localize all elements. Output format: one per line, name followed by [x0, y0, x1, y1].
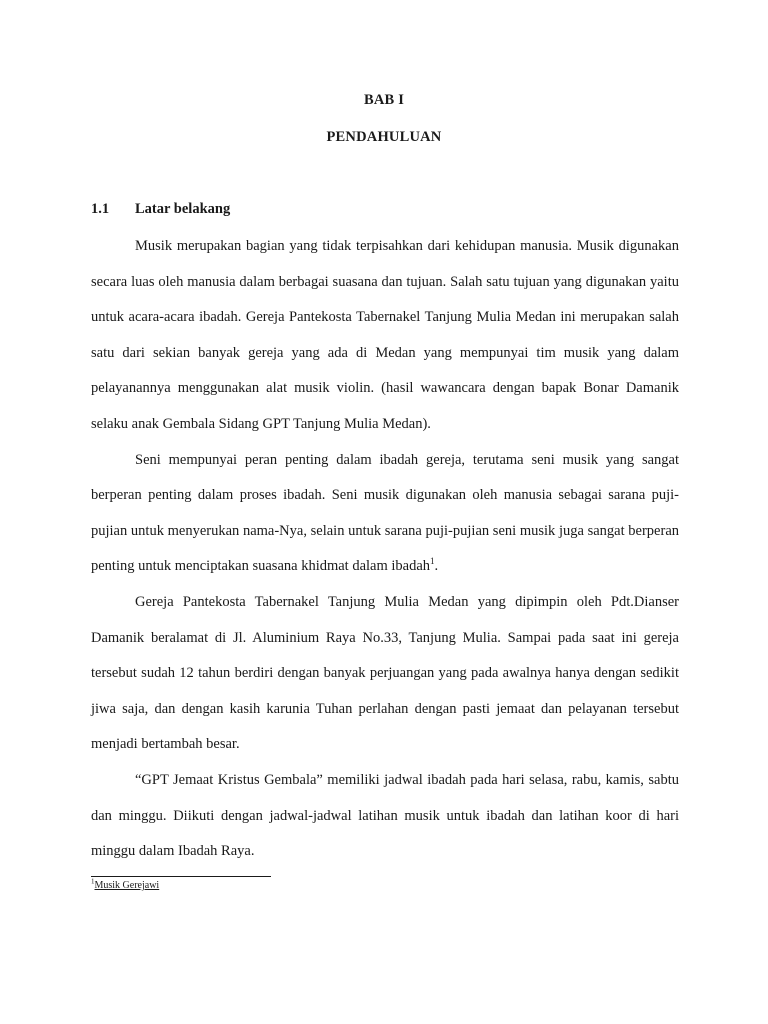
paragraph-2-tail: . [434, 558, 439, 575]
footnote-reference[interactable]: 1 [430, 556, 435, 567]
paragraph-3 [91, 585, 679, 763]
section-title: Latar belakang [135, 201, 231, 217]
section-heading [91, 201, 230, 218]
chapter-number: BAB I [363, 92, 405, 108]
footnote-separator [91, 876, 271, 877]
footnote-text: Musik Gerejawi [94, 880, 160, 891]
footnote-mark: 1 [91, 877, 95, 886]
paragraph-1 [91, 229, 679, 443]
paragraph-2-text: Seni mempunyai peran penting dalam ibadah gereja, terutama seni musik yang sangat berperan penting dalam proses ibadah. Seni musik digunakan oleh manusia sebagai sarana puji-pujian untuk menyerukan nama-Nya, selain untuk sarana puji-pujian seni musik juga sangat berperan penting untuk menciptakan suasana khidmat dalam ibadah [91, 451, 679, 575]
body-text [91, 229, 679, 870]
paragraph-2 [91, 443, 679, 585]
chapter-title: PENDAHULUAN [326, 129, 442, 145]
paragraph-4-text: “GPT Jemaat Kristus Gembala” memiliki jadwal ibadah pada hari selasa, rabu, kamis, sabtu dan minggu. Diikuti dengan jadwal-jadwal latihan musik untuk ibadah dan latihan koor di hari minggu dalam Ibadah Raya. [91, 771, 679, 860]
footnote [91, 877, 160, 891]
paragraph-1-text: Musik merupakan bagian yang tidak terpisahkan dari kehidupan manusia. Musik digunakan secara luas oleh manusia dalam berbagai suasana dan tujuan. Salah satu tujuan yang digunakan yaitu untuk acara-acara ibadah. Gereja Pantekosta Tabernakel Tanjung Mulia Medan ini merupakan salah satu dari sekian banyak gereja yang ada di Medan yang mempunyai tim musik yang dalam pelayanannya menggunakan alat musik violin. (hasil wawancara dengan bapak Bonar Damanik selaku anak Gembala Sidang GPT Tanjung Mulia Medan). [91, 238, 679, 432]
paragraph-3-text: Gereja Pantekosta Tabernakel Tanjung Mulia Medan yang dipimpin oleh Pdt.Dianser Damanik beralamat di Jl. Aluminium Raya No.33, Tanjung Mulia. Sampai pada saat ini gereja tersebut sudah 12 tahun berdiri dengan banyak perjuangan yang pada awalnya hanya dengan sedikit jiwa saja, dan dengan kasih karunia Tuhan perlahan dengan pasti jemaat dan pelayanan tersebut menjadi bertambah besar. [91, 593, 679, 753]
section-number: 1.1 [91, 201, 110, 217]
paragraph-4 [91, 763, 679, 870]
